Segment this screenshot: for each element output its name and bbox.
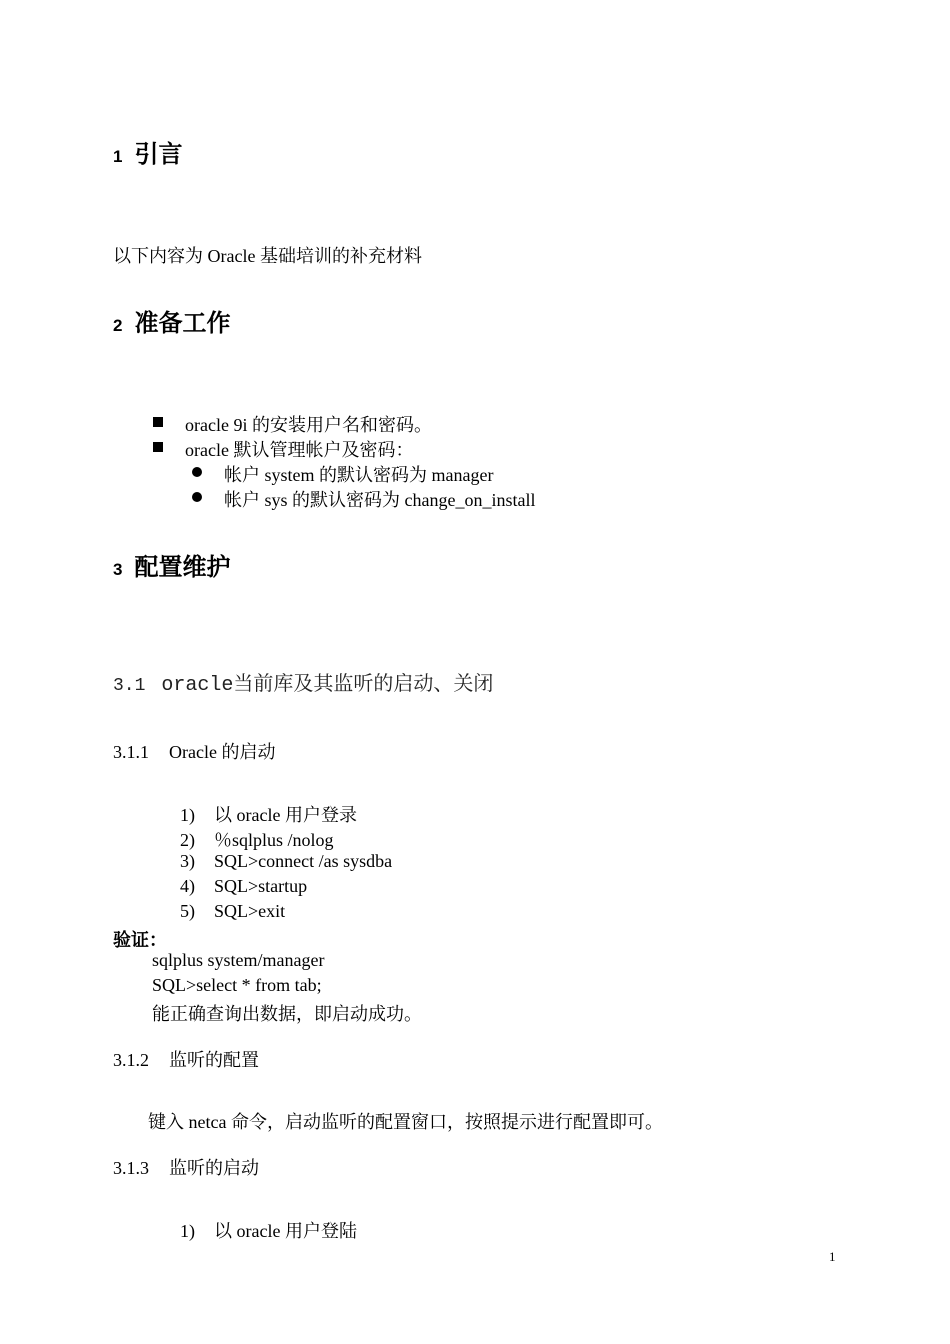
step-text: ％sqlplus /nolog: [214, 830, 334, 850]
step-number: 2): [180, 830, 195, 850]
step-number: 1): [180, 805, 195, 825]
sub-list-item: [192, 461, 494, 485]
listener-config-paragraph: 键入 netca 命令，启动监听的配置窗口，按照提示进行配置即可。: [148, 1112, 663, 1132]
subsection-title: 当前库及其监听的启动、关闭: [233, 671, 494, 695]
verify-label: 验证：: [113, 930, 167, 950]
section-number: 1: [113, 147, 123, 166]
numbered-step: [180, 801, 357, 827]
subsection-keyword: oracle: [161, 674, 234, 697]
step-number: 5): [180, 901, 195, 921]
verify-line: sqlplus system/manager: [152, 950, 325, 970]
numbered-step: [180, 826, 334, 852]
sub-list-item-text: 帐户 sys 的默认密码为 change_on_install: [224, 490, 536, 510]
subsection-heading-3-1-3: [113, 1154, 259, 1180]
step-number: 3): [180, 851, 195, 871]
list-item-text: oracle 9i 的安装用户名和密码。: [185, 415, 432, 435]
step-number: 1): [180, 1221, 195, 1241]
sub-list-item-text: 帐户 system 的默认密码为 manager: [224, 465, 494, 485]
square-bullet-icon: [153, 417, 163, 427]
round-bullet-icon: [192, 467, 202, 477]
step-number: 4): [180, 876, 195, 896]
verify-line: 能正确查询出数据，即启动成功。: [152, 1004, 422, 1024]
round-bullet-icon: [192, 492, 202, 502]
section-number: 3: [113, 560, 123, 579]
subsection-number: 3.1.3: [113, 1158, 149, 1178]
step-text: SQL>exit: [214, 901, 286, 921]
intro-paragraph: 以下内容为 Oracle 基础培训的补充材料: [113, 246, 422, 266]
section-heading-3: [113, 547, 230, 582]
step-text: 以 oracle 用户登录: [214, 805, 357, 825]
square-bullet-icon: [153, 442, 163, 452]
subsection-title: Oracle 的启动: [169, 742, 276, 762]
subsection-heading-3-1: [113, 667, 493, 697]
subsection-title: 监听的配置: [169, 1050, 259, 1070]
section-title: 引言: [134, 140, 183, 168]
step-text: SQL>connect /as sysdba: [214, 851, 393, 871]
numbered-step: [180, 1217, 357, 1243]
numbered-step: [180, 851, 392, 872]
subsection-heading-3-1-2: [113, 1046, 259, 1072]
section-title: 准备工作: [134, 309, 231, 337]
list-item: [153, 436, 414, 460]
section-title: 配置维护: [134, 553, 231, 581]
subsection-number: 3.1.2: [113, 1050, 149, 1070]
numbered-step: [180, 876, 307, 897]
subsection-heading-3-1-1: [113, 738, 275, 764]
verify-line: SQL>select * from tab;: [152, 975, 322, 995]
numbered-step: [180, 901, 285, 922]
subsection-number: 3.1.1: [113, 742, 149, 762]
subsection-title: 监听的启动: [169, 1158, 259, 1178]
subsection-number: 3.1: [113, 676, 146, 696]
section-number: 2: [113, 316, 123, 335]
section-heading-1: [113, 134, 182, 169]
sub-list-item: [192, 486, 536, 510]
step-text: SQL>startup: [214, 876, 308, 896]
page-number: 1: [829, 1249, 836, 1264]
list-item-text: oracle 默认管理帐户及密码：: [185, 440, 414, 460]
section-heading-2: [113, 303, 230, 338]
list-item: [153, 411, 432, 435]
step-text: 以 oracle 用户登陆: [214, 1221, 357, 1241]
